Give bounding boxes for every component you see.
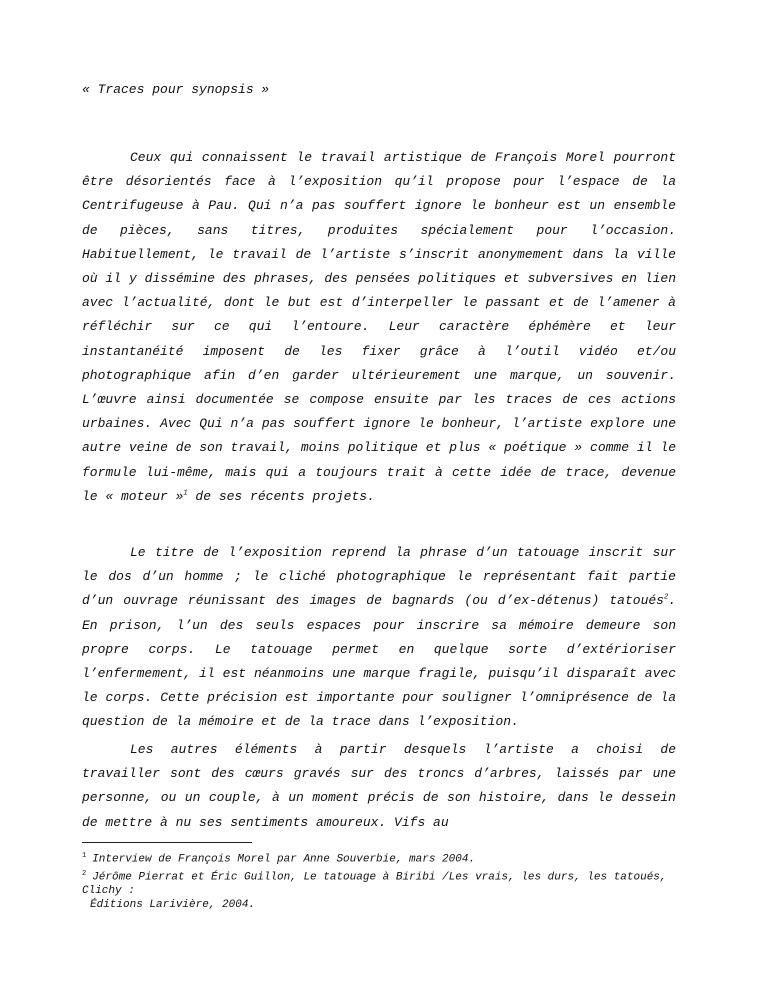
- footnote-number: 2: [82, 869, 87, 878]
- paragraph-1: [82, 146, 676, 509]
- paragraph-3: Les autres éléments à partir desquels l’artiste a choisi de travailler sont des cœurs gravés sur des troncs d’arbres, laissés par une personne, ou un couple, à un moment précis de son histoire, dans le dessein de mettre à nu ses sentiments amoureux. Vifs au: [82, 742, 676, 830]
- paragraph-1-text: Ceux qui connaissent le travail artistique de François Morel pourront être désorientés face à l’exposition qu’il propose pour l’espace de la Centrifugeuse à Pau. Qui n’a pas souffert ignore le bonheur est un ensemble de pièces, sans titres, produites spécialement pour l’occasion. Habituellement, le travail de l’artiste s’inscrit anonymement dans la ville où il y dissémine des phrases, des pensées politiques et subversives en lien avec l’actualité, dont le but est d’interpeller le passant et de l’amener à réfléchir sur ce qui l’entoure. Leur caractère éphémère et leur instantanéité imposent de les fixer grâce à l’outil vidéo et/ou photographique afin d’en garder ultérieurement une marque, un souvenir. L’œuvre ainsi documentée se compose ensuite par les traces de ces actions urbaines. Avec Qui n’a pas souffert ignore le bonheur, l’artiste explore une autre veine de son travail, moins politique et plus « poétique » comme il le formule lui-même, mais qui a toujours trait à cette idée de trace, devenue le « moteur »: [82, 150, 676, 504]
- paragraph-2: [82, 541, 676, 735]
- footnote-text: Jérôme Pierrat et Éric Guillon, Le tatouage à Biribi /Les vrais, les durs, les tatoués, Clichy :: [82, 871, 667, 898]
- footnote-separator: [82, 842, 252, 843]
- paragraph-1-end: de ses récents projets.: [187, 488, 375, 504]
- footnotes: [82, 849, 676, 912]
- footnote-2: [82, 867, 676, 899]
- paragraph-2-text: Le titre de l’exposition reprend la phrase d’un tatouage inscrit sur le dos d’un homme ; le cliché photographique le représentant fait partie d’un ouvrage réunissant des images de bagnards (ou d’ex-détenus) tatoués: [82, 545, 676, 609]
- footnote-2-continuation: Éditions Larivière, 2004.: [90, 899, 256, 912]
- paragraph-2-end: . En prison, l’un des seuls espaces pour inscrire sa mémoire demeure son propre corps. Le tatouage permet en quelque sorte d’extérioriser l’enfermement, il est néanmoins une marque fragile, puisqu’il disparaît avec le corps. Cette précision est importante pour souligner l’omniprésence de la question de la mémoire et de la trace dans l’exposition.: [82, 593, 676, 730]
- footnote-ref-2: 2: [663, 594, 669, 603]
- footnote-1: [82, 849, 676, 867]
- footnote-text: Interview de François Morel par Anne Souverbie, mars 2004.: [92, 853, 476, 866]
- footnote-ref-1: 1: [183, 489, 188, 498]
- footnote-number: 1: [82, 852, 87, 860]
- document-title: « Traces pour synopsis »: [82, 82, 270, 97]
